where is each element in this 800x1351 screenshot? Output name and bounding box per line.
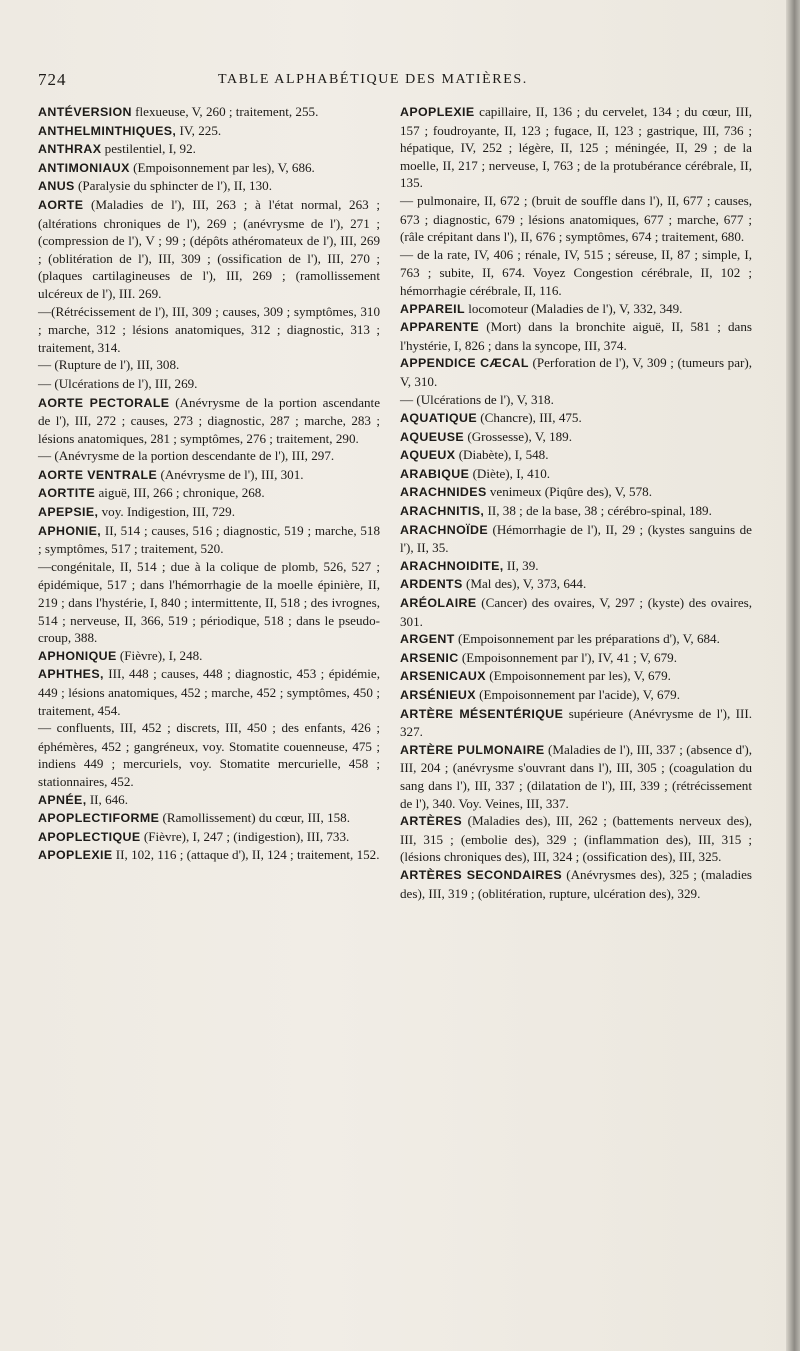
index-entry [38,484,380,503]
entry-headword: ARACHNIDES [400,485,487,500]
index-entry [400,502,752,521]
index-entry [400,521,752,557]
index-entry [38,122,380,141]
entry-text: — (Ulcérations de l'), III, 269. [38,375,198,391]
index-entry [38,103,380,122]
entry-headword: ARTÈRE MÉSENTÉRIQUE [400,706,564,721]
index-entry [400,630,752,649]
entry-headword: APOPLECTIQUE [38,829,141,844]
index-entry [38,356,380,375]
entry-headword: ARACHNITIS, [400,504,485,519]
entry-headword: ARACHNOÏDE [400,522,488,537]
entry-text: (Maladies des), III, 262 ; (battements nerveux des), III, 315 ; (embolie des), 329 ; (inflammation des), III, 315 ; (lésions chroniques des), III, 324 ; (ossification des), III, 325. [400,813,752,865]
entry-headword: ARTÈRES SECONDAIRES [400,867,563,882]
entry-headword: ANTÉVERSION [38,105,132,119]
entry-text: II, 514 ; causes, 516 ; diagnostic, 519 ; marche, 518 ; symptômes, 517 ; traitement, 520. [38,522,380,557]
entry-headword: ANUS [38,179,75,194]
entry-text: — (Ulcérations de l'), V, 318. [400,391,554,407]
entry-headword: ARTÈRES [400,814,463,829]
entry-text: — confluents, III, 452 ; discrets, III, 450 ; des enfants, 426 ; éphémères, 452 ; gangréneux, voy. Stomatite couenneuse, 475 ; indiens 449 ; mercuriels, voy. Stomatite mercurielle, 458 ; stationnaires, 452. [38,720,380,789]
entry-text: IV, 225. [176,122,222,138]
entry-text: — (Anévrysme de la portion descendante de l'), III, 297. [38,448,335,464]
index-entry [400,409,752,428]
index-entry [400,354,752,390]
entry-headword: ARGENT [400,632,455,647]
entry-headword: APOPLEXIE [400,105,475,119]
index-entry [38,647,380,666]
entry-headword: ANTHRAX [38,142,102,157]
index-entry [38,809,380,828]
left-column [38,103,380,865]
entry-headword: APPENDICE CÆCAL [400,356,529,371]
entry-text: II, 102, 116 ; (attaque d'), II, 124 ; traitement, 152. [112,847,380,863]
index-entry [38,159,380,178]
entry-text: II, 38 ; de la base, 38 ; cérébro-spinal, 189. [484,503,712,519]
entry-headword: APOPLEXIE [38,848,113,863]
entry-headword: APHTHES, [38,667,104,682]
entry-text: capillaire, II, 136 ; du cervelet, 134 ; du cœur, III, 157 ; foudroyante, II, 123 ; fugace, II, 123 ; gastrique, III, 736 ; hépatique, IV, 252 ; légère, II, 125 ; méningée, II, 29 ; de la moelle, II, 217 ; nerveuse, I, 763 ; de la protubérance cérébrale, II, 135. [400,104,752,191]
entry-headword: ARDENTS [400,577,463,592]
entry-text: (Empoisonnement par l'acide), V, 679. [475,687,680,702]
index-entry [38,828,380,847]
index-entry [400,667,752,686]
index-entry [400,465,752,484]
entry-headword: ARSENIC [400,650,459,665]
entry-headword: ARÉOLAIRE [400,596,477,611]
entry-text: locomoteur (Maladies de l'), V, 332, 349. [464,300,683,316]
entry-text: (Anévrysme de la portion ascendante de l'), III, 272 ; causes, 273 ; diagnostic, 287 ; marche, 283 ; lésions anatomiques, 281 ; symptômes, 276 ; traitement, 290. [38,394,381,446]
index-entry [38,665,380,719]
entry-headword: ANTIMONIAUX [38,160,130,175]
index-entry [400,741,752,812]
entry-text: — (Rupture de l'), III, 308. [38,357,180,373]
entry-text: (Cancer) des ovaires, V, 297 ; (kyste) des ovaires, 301. [400,595,752,629]
index-entry [400,649,752,668]
index-entry [400,318,752,354]
entry-headword: ARTÈRE PULMONAIRE [400,742,545,757]
entry-text: — pulmonaire, II, 672 ; (bruit de souffle dans l'), II, 677 ; causes, 673 ; diagnostic, 679 ; lésions anatomiques, 677 ; marche, 677 ; (râle crépitant dans l'), II, 676 ; symptômes, 674 ; traitement, 680. [400,192,752,245]
index-entry [38,466,380,485]
entry-headword: APOPLECTIFORME [38,811,160,826]
entry-text: (Maladies de l'), III, 337 ; (absence d'), III, 204 ; (anévrysme s'ouvrant dans l'), III, 305 ; (coagulation du sang dans l'), III, 337 ; (dilatation de l'), III, 339 ; (rétrécissement de l'), 340. Voy. Veines, III, 337. [400,741,752,811]
index-entry [400,192,752,246]
index-entry [38,177,380,196]
index-entry [38,447,380,466]
index-entry [400,812,752,866]
entry-headword: AORTE [38,197,84,212]
index-entry [38,558,380,647]
entry-text: (Empoisonnement par les préparations d'), V, 684. [454,631,720,647]
page-edge [786,0,800,1351]
index-entry [38,394,380,448]
entry-text: III, 448 ; causes, 448 ; diagnostic, 453 ; épidémie, 449 ; lésions anatomiques, 452 ; marche, 452 ; symptômes, 450 ; traitement, 454. [38,666,380,718]
entry-headword: AQUEUX [400,448,456,463]
entry-text: (Diabète), I, 548. [455,447,549,463]
index-entry [400,866,752,902]
index-entry [400,246,752,300]
index-entry [400,103,752,192]
entry-text: (Paralysie du sphincter de l'), II, 130. [74,178,272,194]
entry-text: (Empoisonnement par les), V, 686. [129,159,315,175]
entry-text: aiguë, III, 266 ; chronique, 268. [95,485,265,501]
index-entry [38,522,380,558]
entry-headword: APNÉE, [38,792,87,807]
entry-headword: AORTE VENTRALE [38,467,158,482]
entry-text: (Hémorrhagie de l'), II, 29 ; (kystes sanguins de l'), II, 35. [400,521,752,556]
index-entry [400,594,752,630]
entry-text: flexueuse, V, 260 ; traitement, 255. [131,104,319,119]
index-entry [400,483,752,502]
index-entry [400,557,752,576]
index-entry [38,140,380,159]
entry-headword: APPARENTE [400,320,480,335]
entry-text: supérieure (Anévrysme de l'), III. 327. [400,705,752,740]
index-entry [400,428,752,447]
entry-headword: APPAREIL [400,301,465,316]
page-header [38,70,778,94]
entry-text: (Diète), I, 410. [469,465,551,481]
entry-headword: APHONIQUE [38,648,117,663]
index-entry [38,846,380,865]
index-entry [400,575,752,594]
entry-text: (Anévrysme de l'), III, 301. [157,466,304,482]
entry-headword: ARSÉNIEUX [400,688,476,702]
entry-headword: AQUATIQUE [400,411,478,426]
entry-text: (Ramollissement) du cœur, III, 158. [159,810,350,826]
entry-text: (Maladies de l'), III, 263 ; à l'état normal, 263 ; (altérations chroniques de l'), 269 ; (anévrysme de l'), 271 ; (compression de l'), V ; 99 ; (dépôts athéromateux de l'), III, 269 ; (oblitération de l'), III, 309 ; (ossification de l'), III, 270 ; (plaques cartilagineuses de l'), III, 269 ; (ramollissement ulcéreux de l'), III. 269. [38,196,380,301]
index-entry [38,503,380,522]
entry-text: (Mort) dans la bronchite aiguë, II, 581 ; dans l'hystérie, I, 826 ; dans la syncope, III, 374. [400,319,752,353]
entry-text: (Perforation de l'), V, 309 ; (tumeurs par), V, 310. [400,355,753,389]
entry-text: (Grossesse), V, 189. [464,428,572,444]
entry-text: (Empoisonnement par les), V, 679. [485,668,671,684]
entry-text: II, 39. [503,557,539,573]
entry-headword: ARACHNOIDITE, [400,558,504,573]
entry-headword: APEPSIE, [38,505,99,520]
index-entry [400,300,752,319]
index-entry [400,705,752,741]
entry-headword: ARSENICAUX [400,669,486,684]
entry-headword: ARABIQUE [400,466,470,481]
right-column [400,103,752,902]
entry-headword: AORTITE [38,486,96,501]
entry-text: —congénitale, II, 514 ; due à la colique de plomb, 526, 527 ; épidémique, 517 ; dans l'hémorrhagie de la moelle épinière, II, 219 ; dans l'hystérie, I, 840 ; intermittente, II, 518 ; des ivrognes, 514 ; nerveuse, II, 366, 519 ; périodique, 518 ; dans le pseudo-croup, 388. [38,558,380,646]
entry-text: (Fièvre), I, 247 ; (indigestion), III, 733. [140,828,350,844]
index-entry [38,196,380,303]
entry-text: (Empoisonnement par l'), IV, 41 ; V, 679. [458,649,677,665]
entry-text: voy. Indigestion, III, 729. [98,504,235,520]
entry-text: (Fièvre), I, 248. [116,647,203,663]
running-title: TABLE ALPHABÉTIQUE DES MATIÈRES. [218,72,528,87]
entry-headword: ANTHELMINTHIQUES, [38,123,177,138]
index-entry [400,686,752,705]
index-entry [400,391,752,410]
index-entry [38,791,380,810]
entry-headword: AORTE PECTORALE [38,395,170,410]
index-entry [38,719,380,790]
entry-text: venimeux (Piqûre des), V, 578. [486,484,652,500]
entry-text: —(Rétrécissement de l'), III, 309 ; causes, 309 ; symptômes, 310 ; marche, 312 ; lésions anatomiques, 312 ; diagnostic, 313 ; traitement, 314. [38,303,380,355]
entry-text: pestilentiel, I, 92. [101,141,196,157]
index-entry [400,446,752,465]
index-entry [38,303,380,357]
entry-headword: AQUEUSE [400,429,465,444]
entry-text: II, 646. [86,791,129,807]
index-entry [38,375,380,394]
entry-text: (Mal des), V, 373, 644. [462,576,587,592]
entry-headword: APHONIE, [38,523,102,538]
entry-text: (Chancre), III, 475. [477,410,582,426]
entry-text: — de la rate, IV, 406 ; rénale, IV, 515 ; séreuse, II, 87 ; simple, I, 763 ; subite, II, 674. Voyez Congestion cérébrale, II, 102 ; hémorrhagie cérébrale, II, 116. [400,246,752,298]
page-number: 724 [38,70,67,89]
entry-text: (Anévrysmes des), 325 ; (maladies des), III, 319 ; (oblitération, rupture, ulcération des), 329. [400,866,752,901]
